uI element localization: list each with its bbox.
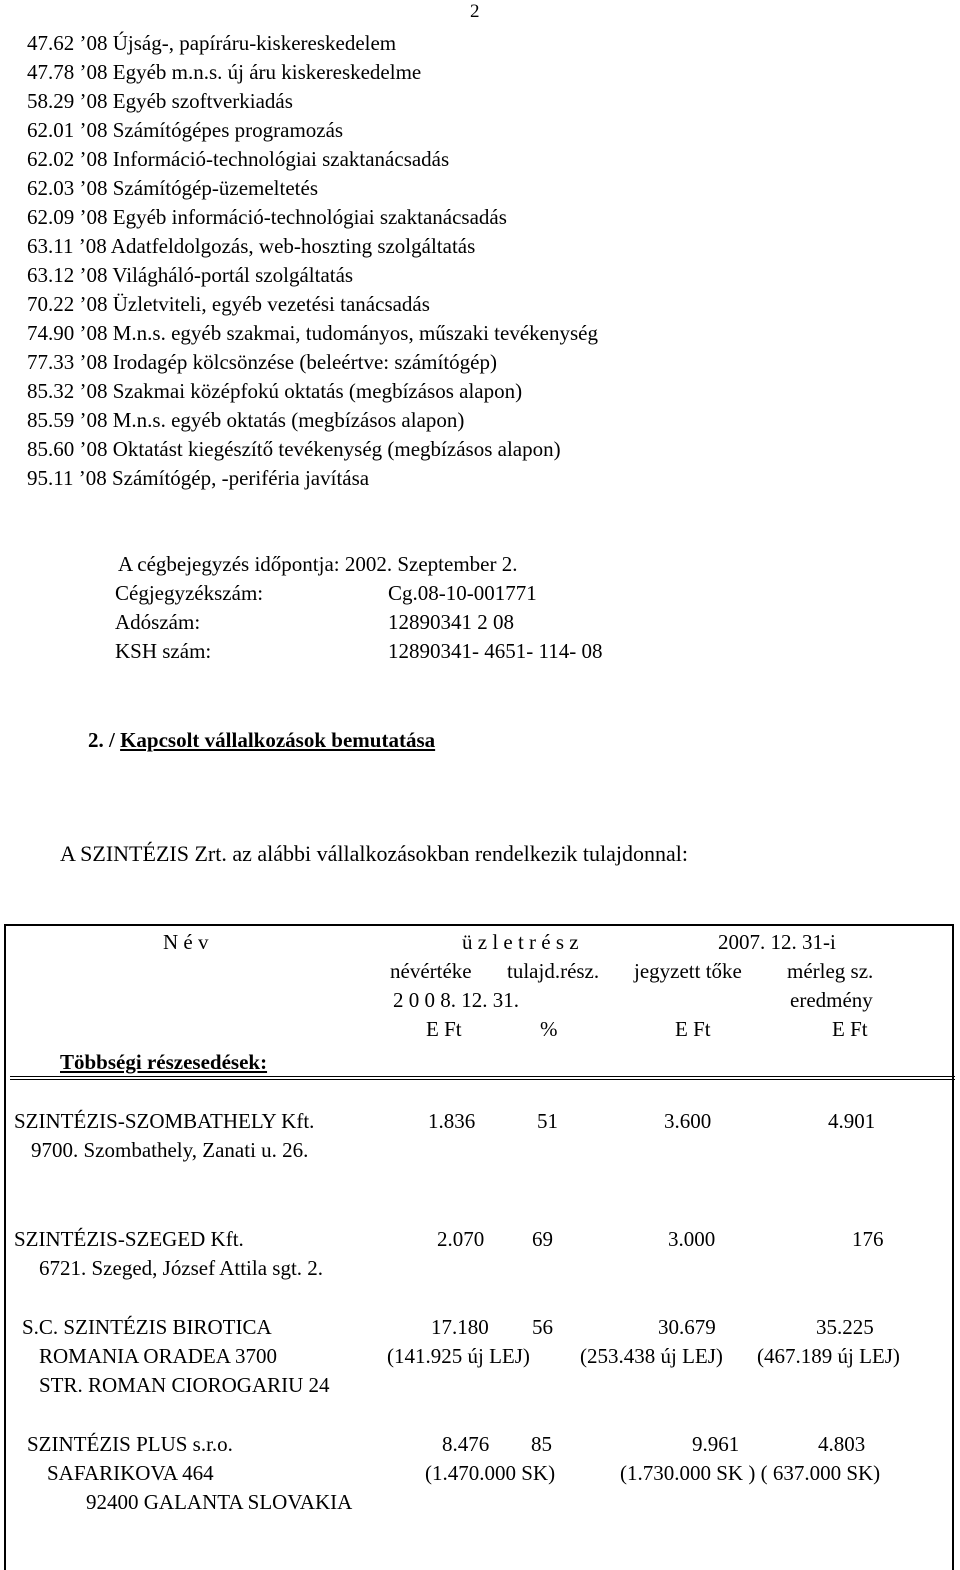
cell-ownership: 51 xyxy=(537,1109,558,1133)
header-share: ü z l e t r é s z xyxy=(462,930,579,954)
cell-nominal-local: (141.925 új LEJ) xyxy=(387,1344,530,1368)
ksh-label: KSH szám: xyxy=(115,639,212,663)
header-unit-balance: E Ft xyxy=(832,1017,868,1041)
header-unit-ownership: % xyxy=(540,1017,558,1041)
activity-item: 77.33 ’08 Irodagép kölcsönzése (beleértve: számítógép) xyxy=(27,350,497,374)
cell-capital: 9.961 xyxy=(692,1432,740,1456)
activity-item: 63.12 ’08 Világháló-portál szolgáltatás xyxy=(27,263,354,287)
activity-item: 85.32 ’08 Szakmai középfokú oktatás (megbízásos alapon) xyxy=(27,379,523,403)
header-capital: jegyzett tőke xyxy=(634,959,742,983)
header-result: eredmény xyxy=(790,988,873,1012)
cell-capital-local: (253.438 új LEJ) xyxy=(580,1344,723,1368)
activity-item: 74.90 ’08 M.n.s. egyéb szakmai, tudományos, műszaki tevékenység xyxy=(27,321,598,345)
header-date: 2 0 0 8. 12. 31. xyxy=(393,988,519,1012)
table-header-rule xyxy=(10,1076,955,1077)
header-nominal: névértéke xyxy=(390,959,472,983)
cell-nominal: 2.070 xyxy=(437,1227,485,1251)
cell-ownership: 69 xyxy=(532,1227,553,1251)
company-reg-label: Cégjegyzékszám: xyxy=(115,581,264,605)
activity-item: 47.78 ’08 Egyéb m.n.s. új áru kiskereskedelme xyxy=(27,60,422,84)
cell-balance: 4.803 xyxy=(818,1432,866,1456)
tax-value: 12890341 2 08 xyxy=(388,610,514,634)
registration-date: A cégbejegyzés időpontja: 2002. Szeptember 2. xyxy=(118,552,518,576)
company-address-2: 92400 GALANTA SLOVAKIA xyxy=(86,1490,353,1514)
activity-item: 58.29 ’08 Egyéb szoftverkiadás xyxy=(27,89,293,113)
activity-item: 85.59 ’08 M.n.s. egyéb oktatás (megbízásos alapon) xyxy=(27,408,465,432)
header-unit-nominal: E Ft xyxy=(426,1017,462,1041)
company-name: S.C. SZINTÉZIS BIROTICA xyxy=(22,1315,272,1339)
intro-text: A SZINTÉZIS Zrt. az alábbi vállalkozásokban rendelkezik tulajdonnal: xyxy=(60,841,689,866)
tax-label: Adószám: xyxy=(115,610,201,634)
section-title: Kapcsolt vállalkozások bemutatása xyxy=(120,728,436,752)
company-name: SZINTÉZIS PLUS s.r.o. xyxy=(27,1432,233,1456)
cell-balance: 35.225 xyxy=(816,1315,874,1339)
header-name: N é v xyxy=(163,930,209,954)
company-name: SZINTÉZIS-SZOMBATHELY Kft. xyxy=(14,1109,315,1133)
cell-ownership: 56 xyxy=(532,1315,553,1339)
cell-capital: 3.600 xyxy=(664,1109,712,1133)
company-reg-value: Cg.08-10-001771 xyxy=(388,581,537,605)
cell-nominal: 1.836 xyxy=(428,1109,476,1133)
cell-capital: 3.000 xyxy=(668,1227,716,1251)
header-year-end: 2007. 12. 31-i xyxy=(718,930,836,954)
table-header-rule-2 xyxy=(10,1079,955,1080)
cell-nominal: 17.180 xyxy=(431,1315,489,1339)
cell-balance: 4.901 xyxy=(828,1109,876,1133)
company-address-2: STR. ROMAN CIOROGARIU 24 xyxy=(39,1373,330,1397)
section-heading xyxy=(88,730,435,751)
header-unit-capital: E Ft xyxy=(675,1017,711,1041)
cell-nominal: 8.476 xyxy=(442,1432,490,1456)
company-name: SZINTÉZIS-SZEGED Kft. xyxy=(14,1227,244,1251)
company-address: 6721. Szeged, József Attila sgt. 2. xyxy=(39,1256,324,1280)
activity-item: 85.60 ’08 Oktatást kiegészítő tevékenység (megbízásos alapon) xyxy=(27,437,561,461)
header-ownership: tulajd.rész. xyxy=(507,959,600,983)
cell-ownership: 85 xyxy=(531,1432,552,1456)
ksh-value: 12890341- 4651- 114- 08 xyxy=(388,639,603,663)
activity-item: 62.03 ’08 Számítógép-üzemeltetés xyxy=(27,176,318,200)
page-number: 2 xyxy=(470,1,480,22)
activity-item: 62.09 ’08 Egyéb információ-technológiai szaktanácsadás xyxy=(27,205,507,229)
cell-balance: 176 xyxy=(852,1227,884,1251)
company-address: ROMANIA ORADEA 3700 xyxy=(39,1344,278,1368)
section-number: 2. / xyxy=(88,728,115,752)
header-balance: mérleg sz. xyxy=(787,959,874,983)
activity-item: 95.11 ’08 Számítógép, -periféria javítása xyxy=(27,466,370,490)
company-address: 9700. Szombathely, Zanati u. 26. xyxy=(31,1138,309,1162)
cell-capital-balance-local: (1.730.000 SK ) ( 637.000 SK) xyxy=(620,1461,881,1485)
majority-label: Többségi részesedések: xyxy=(60,1050,268,1074)
cell-balance-local: (467.189 új LEJ) xyxy=(757,1344,900,1368)
company-address: SAFARIKOVA 464 xyxy=(47,1461,214,1485)
cell-nominal-local: (1.470.000 SK) xyxy=(425,1461,556,1485)
activity-item: 63.11 ’08 Adatfeldolgozás, web-hoszting szolgáltatás xyxy=(27,234,476,258)
activity-item: 62.02 ’08 Információ-technológiai szaktanácsadás xyxy=(27,147,450,171)
activity-item: 47.62 ’08 Újság-, papíráru-kiskereskedelem xyxy=(27,31,397,55)
activity-item: 70.22 ’08 Üzletviteli, egyéb vezetési tanácsadás xyxy=(27,292,430,316)
cell-capital: 30.679 xyxy=(658,1315,716,1339)
activity-item: 62.01 ’08 Számítógépes programozás xyxy=(27,118,344,142)
